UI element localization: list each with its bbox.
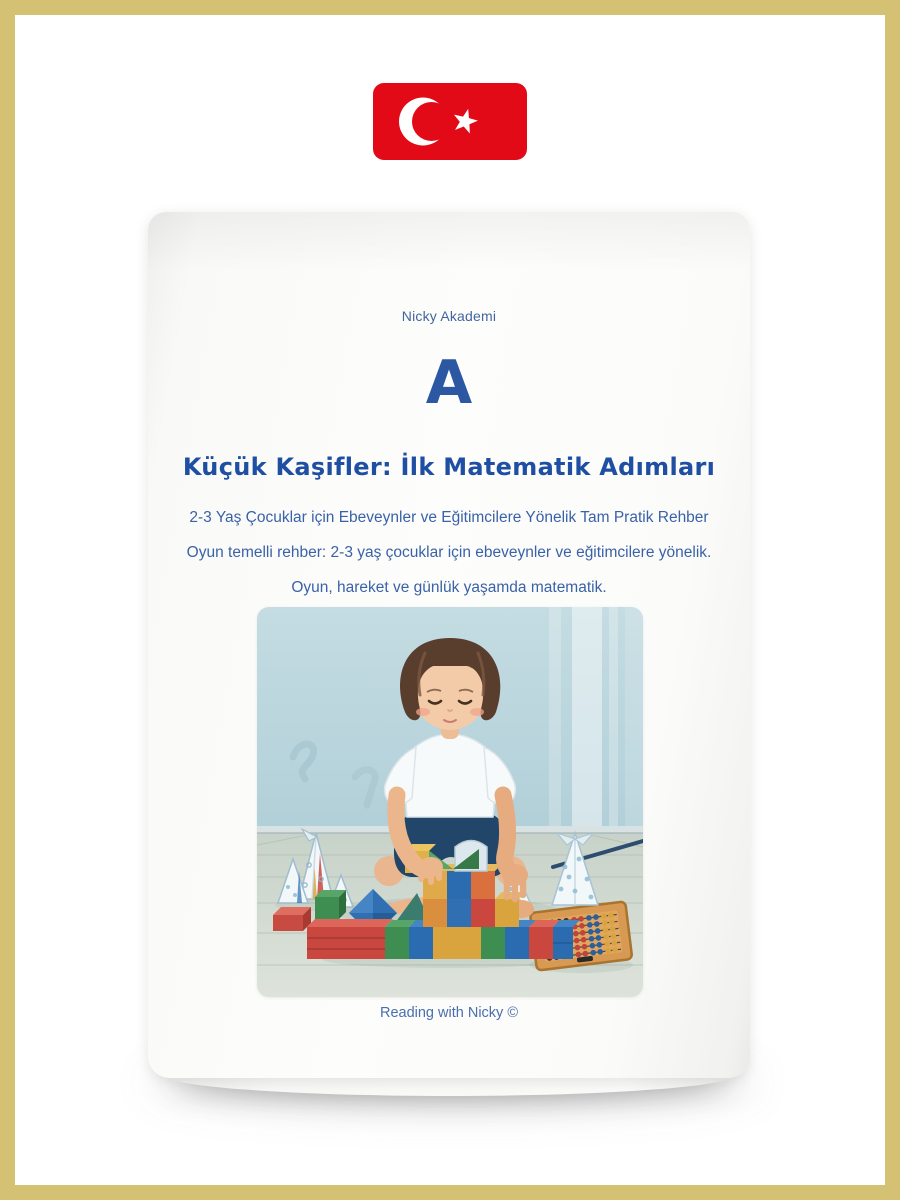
tagline-play: Oyun temelli rehber: 2-3 yaş çocuklar için ebeveynler ve eğitimcilere yönelik. <box>186 544 712 561</box>
footer-branding: Reading with Nicky © <box>379 1005 518 1021</box>
turkey-flag-icon <box>373 83 527 160</box>
tagline-daily: Oyun, hareket ve günlük yaşamda matematik. <box>291 579 607 596</box>
book-title: Küçük Kaşifler: İlk Matematik Adımları <box>182 453 716 481</box>
monogram-letter: A <box>425 348 473 418</box>
publisher-name: Nicky Akademi <box>401 308 497 324</box>
book-subtitle: 2-3 Yaş Çocuklar için Ebeveynler ve Eğitimcilere Yönelik Tam Pratik Rehber <box>189 509 709 526</box>
cover-illustration <box>257 607 643 997</box>
